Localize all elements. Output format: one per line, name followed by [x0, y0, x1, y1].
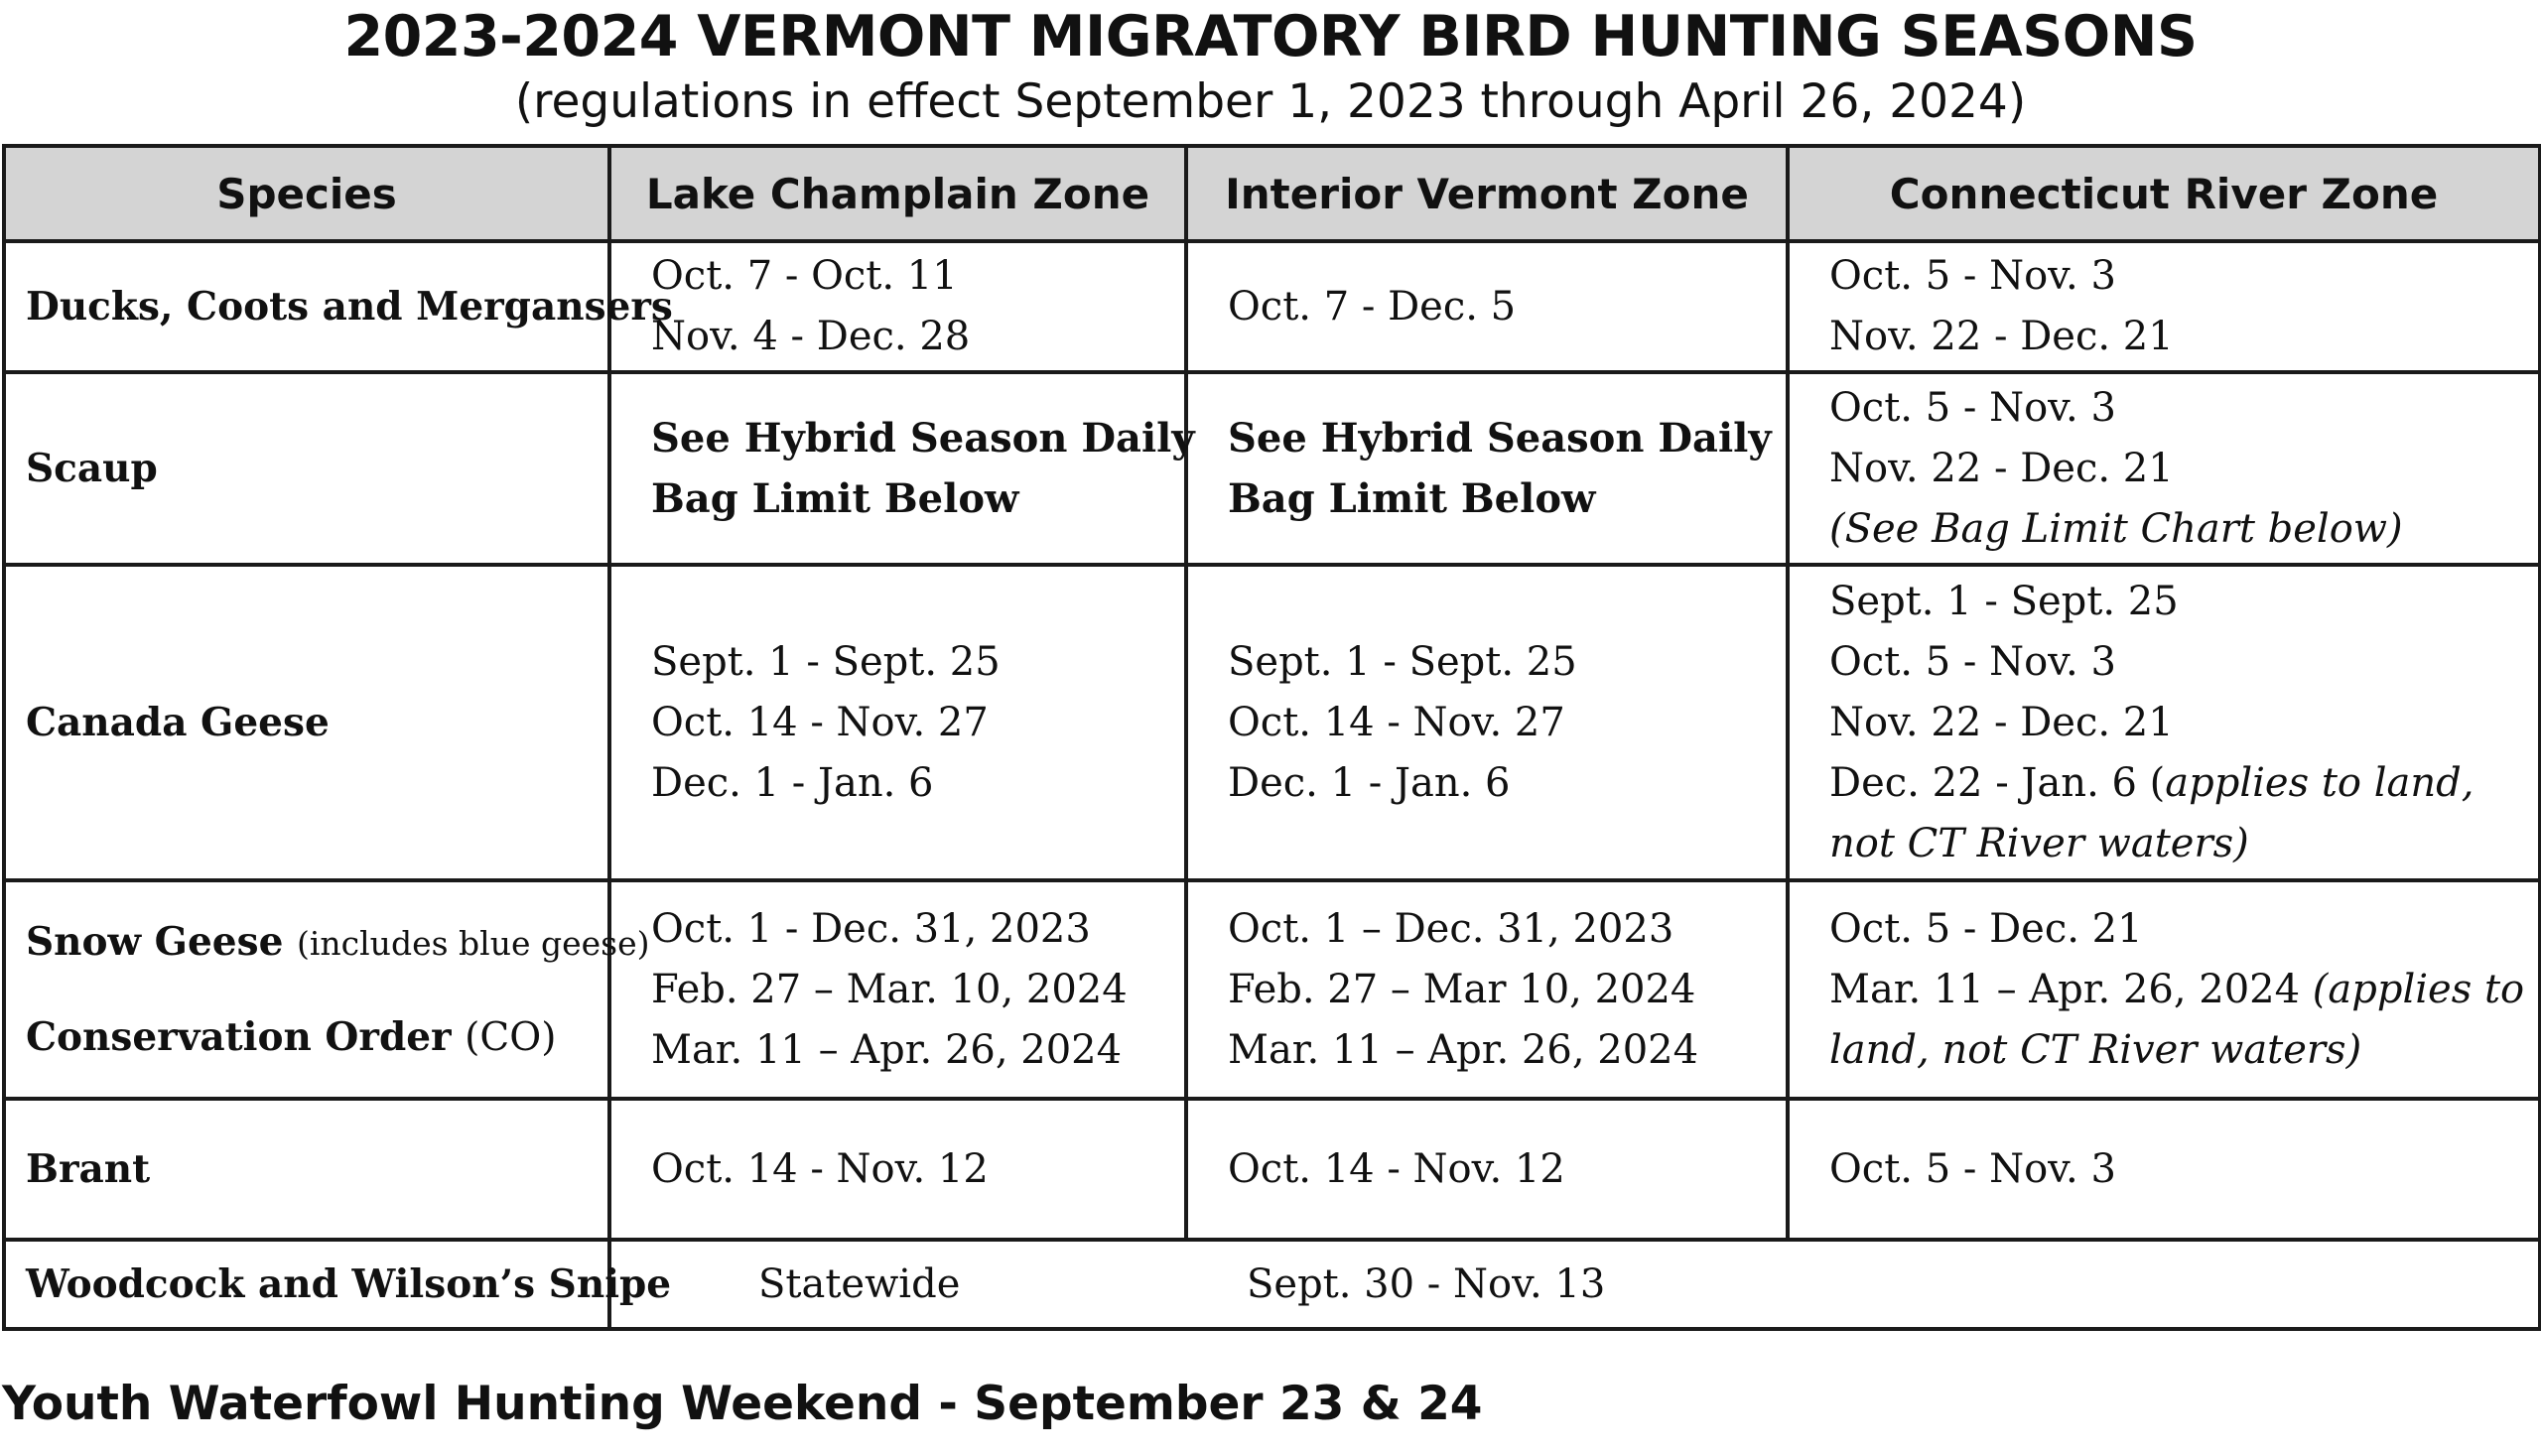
season-dates: Oct. 1 – Dec. 31, 2023 — [1228, 905, 1674, 952]
season-dates: Oct. 7 - Oct. 11 — [651, 253, 958, 299]
season-dates: Nov. 22 - Dec. 21 — [1829, 314, 2174, 359]
season-dates: Dec. 1 - Jan. 6 — [1228, 759, 1511, 806]
statewide-woodcock — [609, 1240, 2540, 1329]
table-row-scaup — [4, 372, 2540, 565]
season-dates: Nov. 22 - Dec. 21 — [1829, 699, 2174, 745]
season-dates: Oct. 5 - Nov. 3 — [1829, 384, 2116, 431]
interior-vermont-canada-geese — [1186, 565, 1788, 880]
season-dates: Oct. 5 - Nov. 3 — [1829, 1145, 2116, 1192]
conservation-order-label: Conservation Order — [26, 1014, 452, 1060]
table-row-woodcock — [4, 1240, 2540, 1329]
season-dates: Dec. 22 - Jan. 6 ( — [1829, 759, 2166, 806]
season-dates: Sept. 1 - Sept. 25 — [1228, 638, 1577, 685]
page-subtitle: (regulations in effect September 1, 2023 through April 26, 2024) — [514, 74, 2027, 129]
bag-limit-note: (See Bag Limit Chart below) — [1829, 505, 2403, 552]
hunting-seasons-table — [2, 144, 2541, 1331]
interior-vermont-ducks — [1186, 241, 1788, 372]
season-dates: Mar. 11 – Apr. 26, 2024 — [1829, 966, 2313, 1012]
season-dates: Sept. 1 - Sept. 25 — [651, 638, 1001, 685]
season-dates: Feb. 27 – Mar. 10, 2024 — [651, 966, 1128, 1012]
hybrid-season-note: Bag Limit Below — [1228, 475, 1596, 522]
season-dates: Oct. 7 - Dec. 5 — [1228, 283, 1517, 330]
column-header-lake-champlain: Lake Champlain Zone — [609, 146, 1186, 241]
statewide-label: Statewide — [758, 1261, 961, 1307]
species-snow-geese — [4, 880, 650, 1099]
lake-champlain-ducks — [609, 241, 1186, 372]
season-dates: Mar. 11 – Apr. 26, 2024 — [651, 1026, 1123, 1073]
species-brant: Brant — [4, 1099, 609, 1240]
connecticut-river-ducks — [1788, 241, 2540, 372]
season-dates: Nov. 22 - Dec. 21 — [1829, 445, 2174, 491]
season-dates: Feb. 27 – Mar 10, 2024 — [1228, 966, 1696, 1012]
hybrid-season-note: See Hybrid Season Daily — [651, 415, 1195, 462]
season-dates: Oct. 5 - Nov. 3 — [1829, 638, 2116, 685]
column-header-species: Species — [4, 146, 609, 241]
table-row-ducks — [4, 241, 2540, 372]
table-row-canada-geese — [4, 565, 2540, 880]
season-dates: Oct. 14 - Nov. 27 — [1228, 699, 1565, 745]
season-dates: Oct. 5 - Dec. 21 — [1829, 905, 2143, 952]
season-dates: Sept. 1 - Sept. 25 — [1829, 578, 2179, 624]
species-canada-geese: Canada Geese — [4, 565, 609, 880]
species-scaup: Scaup — [4, 372, 609, 565]
snow-geese-label: Snow Geese — [26, 919, 284, 965]
species-ducks: Ducks, Coots and Mergansers — [4, 241, 609, 372]
lake-champlain-scaup — [609, 372, 1195, 565]
interior-vermont-brant — [1186, 1099, 1788, 1240]
table-header-row — [4, 146, 2540, 241]
connecticut-river-canada-geese — [1788, 565, 2540, 880]
column-header-interior-vermont: Interior Vermont Zone — [1186, 146, 1788, 241]
season-dates-with-note — [1829, 753, 2526, 874]
connecticut-river-scaup — [1788, 372, 2540, 565]
season-dates-with-note — [1829, 960, 2526, 1081]
conservation-order-line — [26, 1014, 607, 1060]
table-row-brant — [4, 1099, 2540, 1240]
season-dates: Oct. 14 - Nov. 27 — [651, 699, 989, 745]
season-dates: Sept. 30 - Nov. 13 — [1247, 1261, 1606, 1307]
snow-geese-note: (includes blue geese) — [296, 924, 650, 963]
land-only-note: applies to land, not CT River waters) — [1829, 759, 2474, 866]
season-dates: Oct. 5 - Nov. 3 — [1829, 253, 2116, 299]
species-woodcock: Woodcock and Wilson’s Snipe — [4, 1240, 609, 1329]
interior-vermont-snow-geese — [1186, 880, 1788, 1099]
table-row-snow-geese — [4, 880, 2540, 1099]
hybrid-season-note: Bag Limit Below — [651, 475, 1019, 522]
connecticut-river-snow-geese — [1788, 880, 2540, 1099]
youth-weekend-note: Youth Waterfowl Hunting Weekend - September 23 & 24 — [2, 1377, 1483, 1431]
lake-champlain-brant — [609, 1099, 1186, 1240]
season-dates: Mar. 11 – Apr. 26, 2024 — [1228, 1026, 1699, 1073]
season-dates: Oct. 14 - Nov. 12 — [651, 1145, 989, 1192]
season-dates: Dec. 1 - Jan. 6 — [651, 759, 934, 806]
page-title: 2023-2024 VERMONT MIGRATORY BIRD HUNTING SEASONS — [343, 4, 2198, 69]
connecticut-river-brant — [1788, 1099, 2540, 1240]
hybrid-season-note: See Hybrid Season Daily — [1228, 415, 1772, 462]
season-dates: Nov. 4 - Dec. 28 — [651, 314, 971, 359]
season-dates: Oct. 14 - Nov. 12 — [1228, 1145, 1565, 1192]
interior-vermont-scaup — [1186, 372, 1788, 565]
land-only-note: (applies to land, not CT River waters) — [1829, 966, 2525, 1073]
conservation-order-abbrev: (CO) — [465, 1015, 557, 1060]
lake-champlain-snow-geese — [609, 880, 1186, 1099]
column-header-connecticut-river: Connecticut River Zone — [1788, 146, 2540, 241]
lake-champlain-canada-geese — [609, 565, 1186, 880]
season-dates: Oct. 1 - Dec. 31, 2023 — [651, 905, 1091, 952]
